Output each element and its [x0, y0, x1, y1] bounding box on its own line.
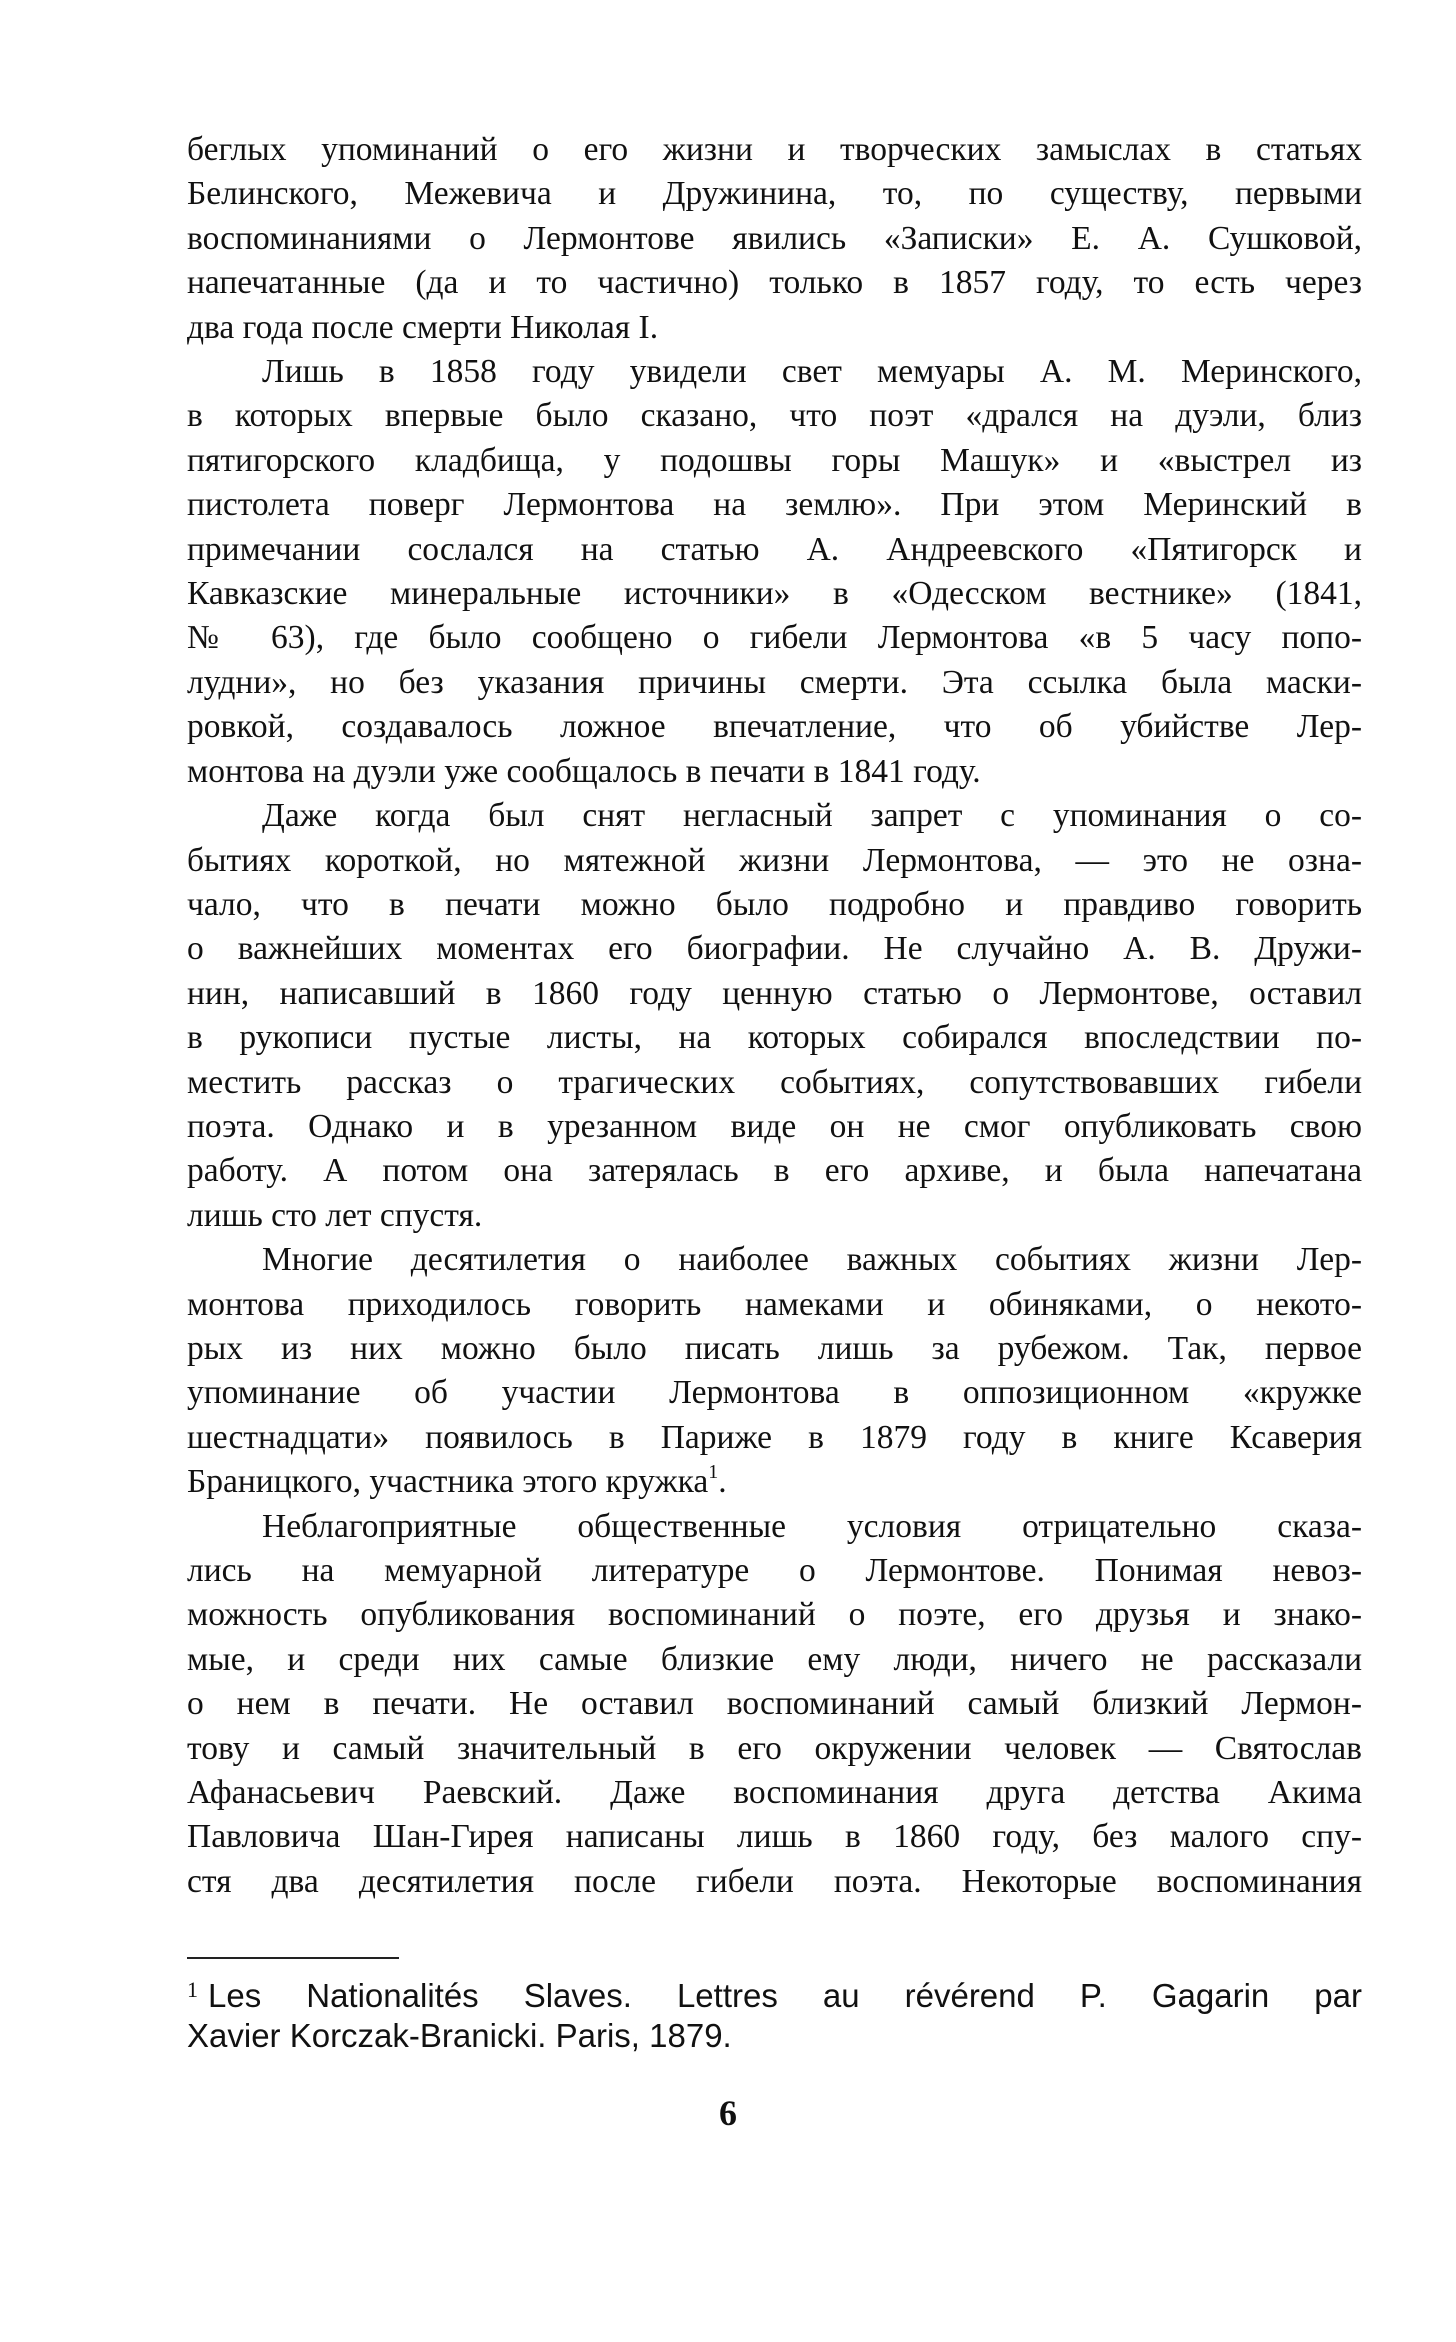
footnote-text-1: Les Nationalités Slaves. Lettres au révérend P. Gagarin par — [208, 1977, 1362, 2014]
text-line: тову и самый значительный в его окружении человек — Святослав — [187, 1729, 1362, 1767]
text-line: Афанасьевич Раевский. Даже воспоминания друга детства Акима — [187, 1774, 1362, 1812]
paragraph — [187, 1238, 1362, 1504]
footnote-line-2: Xavier Korczak-Branicki. Paris, 1879. — [187, 2017, 732, 2054]
text-line: монтова приходилось говорить намеками и обиняками, о некото- — [187, 1285, 1362, 1323]
text-line: Павловича Шан-Гирея написаны лишь в 1860 году, без малого спу- — [187, 1818, 1362, 1856]
text-line: местить рассказ о трагических событиях, сопутствовавших гибели — [187, 1063, 1362, 1101]
text-line: чало, что в печати можно было подробно и правдиво говорить — [187, 885, 1362, 923]
text-line: Неблагоприятные общественные условия отрицательно сказа- — [262, 1507, 1362, 1545]
paragraph — [187, 350, 1362, 794]
text-line: № 63), где было сообщено о гибели Лермонтова «в 5 часу попо- — [187, 619, 1362, 657]
paragraph — [187, 1505, 1362, 1905]
text-line: упоминание об участии Лермонтова в оппозиционном «кружке — [187, 1374, 1362, 1412]
text-line: Белинского, Межевича и Дружинина, то, по существу, первыми — [187, 175, 1362, 213]
text-line: шестнадцати» появилось в Париже в 1879 году в книге Ксаверия — [187, 1418, 1362, 1456]
text-line: рых из них можно было писать лишь за рубежом. Так, первое — [187, 1329, 1362, 1367]
text-line: бытиях короткой, но мятежной жизни Лермонтова, — это не озна- — [187, 841, 1362, 879]
text-line: Кавказские минеральные источники» в «Одесском вестнике» (1841, — [187, 575, 1362, 613]
text-line: нин, написавший в 1860 году ценную статью о Лермонтове, оставил — [187, 974, 1362, 1012]
text-line: пистолета поверг Лермонтова на землю». При этом Меринский в — [187, 486, 1362, 524]
page-number: 6 — [719, 2093, 737, 2133]
text-line: пятигорского кладбища, у подошвы горы Машук» и «выстрел из — [187, 441, 1362, 479]
text-line: монтова на дуэли уже сообщалось в печати в 1841 году. — [187, 752, 981, 790]
text-line: лишь сто лет спустя. — [187, 1196, 483, 1234]
text-line: стя два десятилетия после гибели поэта. Некоторые воспоминания — [187, 1862, 1362, 1900]
line-tail: . — [718, 1463, 727, 1501]
text-line: можность опубликования воспоминаний о поэте, его друзья и знако- — [187, 1596, 1362, 1634]
text-line: ровкой, создавалось ложное впечатление, что об убийстве Лер- — [187, 708, 1362, 746]
text-line: лудни», но без указания причины смерти. Эта ссылка была маски- — [187, 663, 1362, 701]
text-line: работу. А потом она затерялась в его архиве, и была напечатана — [187, 1152, 1362, 1190]
paragraph — [187, 128, 1362, 350]
text-line: мые, и среди них самые близкие ему люди, ничего не рассказали — [187, 1640, 1362, 1678]
text-line: поэта. Однако и в урезанном виде он не смог опубликовать свою — [187, 1107, 1362, 1145]
footnote-divider — [187, 1957, 399, 1959]
footnote — [187, 1970, 1362, 2056]
text-line: примечании сослался на статью А. Андреевского «Пятигорск и — [187, 530, 1362, 568]
text-line: о нем в печати. Не оставил воспоминаний самый близкий Лермон- — [187, 1685, 1362, 1723]
text-line: в которых впервые было сказано, что поэт «дрался на дуэли, близ — [187, 397, 1362, 435]
text-line: беглых упоминаний о его жизни и творческих замыслах в статьях — [187, 131, 1362, 168]
text-line: два года после смерти Николая I. — [187, 308, 659, 346]
text-line: напечатанные (да и то частично) только в 1857 году, то есть через — [187, 264, 1362, 302]
text-line: Многие десятилетия о наиболее важных событиях жизни Лер- — [262, 1241, 1362, 1279]
text-line: о важнейших моментах его биографии. Не случайно А. В. Дружи- — [187, 930, 1362, 968]
footnote-line-1 — [187, 1970, 1362, 2016]
text-line: лись на мемуарной литературе о Лермонтове. Понимая невоз- — [187, 1552, 1362, 1589]
footnote-marker: 1 — [187, 1977, 198, 2002]
text-line: Даже когда был снят негласный запрет с упоминания о со- — [262, 797, 1362, 835]
text-line: воспоминаниями о Лермонтове явились «Записки» Е. А. Сушковой, — [187, 219, 1362, 257]
text-line: Браницкого, участника этого кружка$^1$. — [187, 1461, 727, 1501]
body-text — [187, 128, 1362, 1904]
footnote-reference: 1 — [708, 1461, 719, 1484]
paragraph — [187, 794, 1362, 1238]
text-line: Лишь в 1858 году увидели свет мемуары А. М. Меринского, — [262, 353, 1362, 391]
text-line: в рукописи пустые листы, на которых собирался впоследствии по- — [187, 1019, 1362, 1057]
